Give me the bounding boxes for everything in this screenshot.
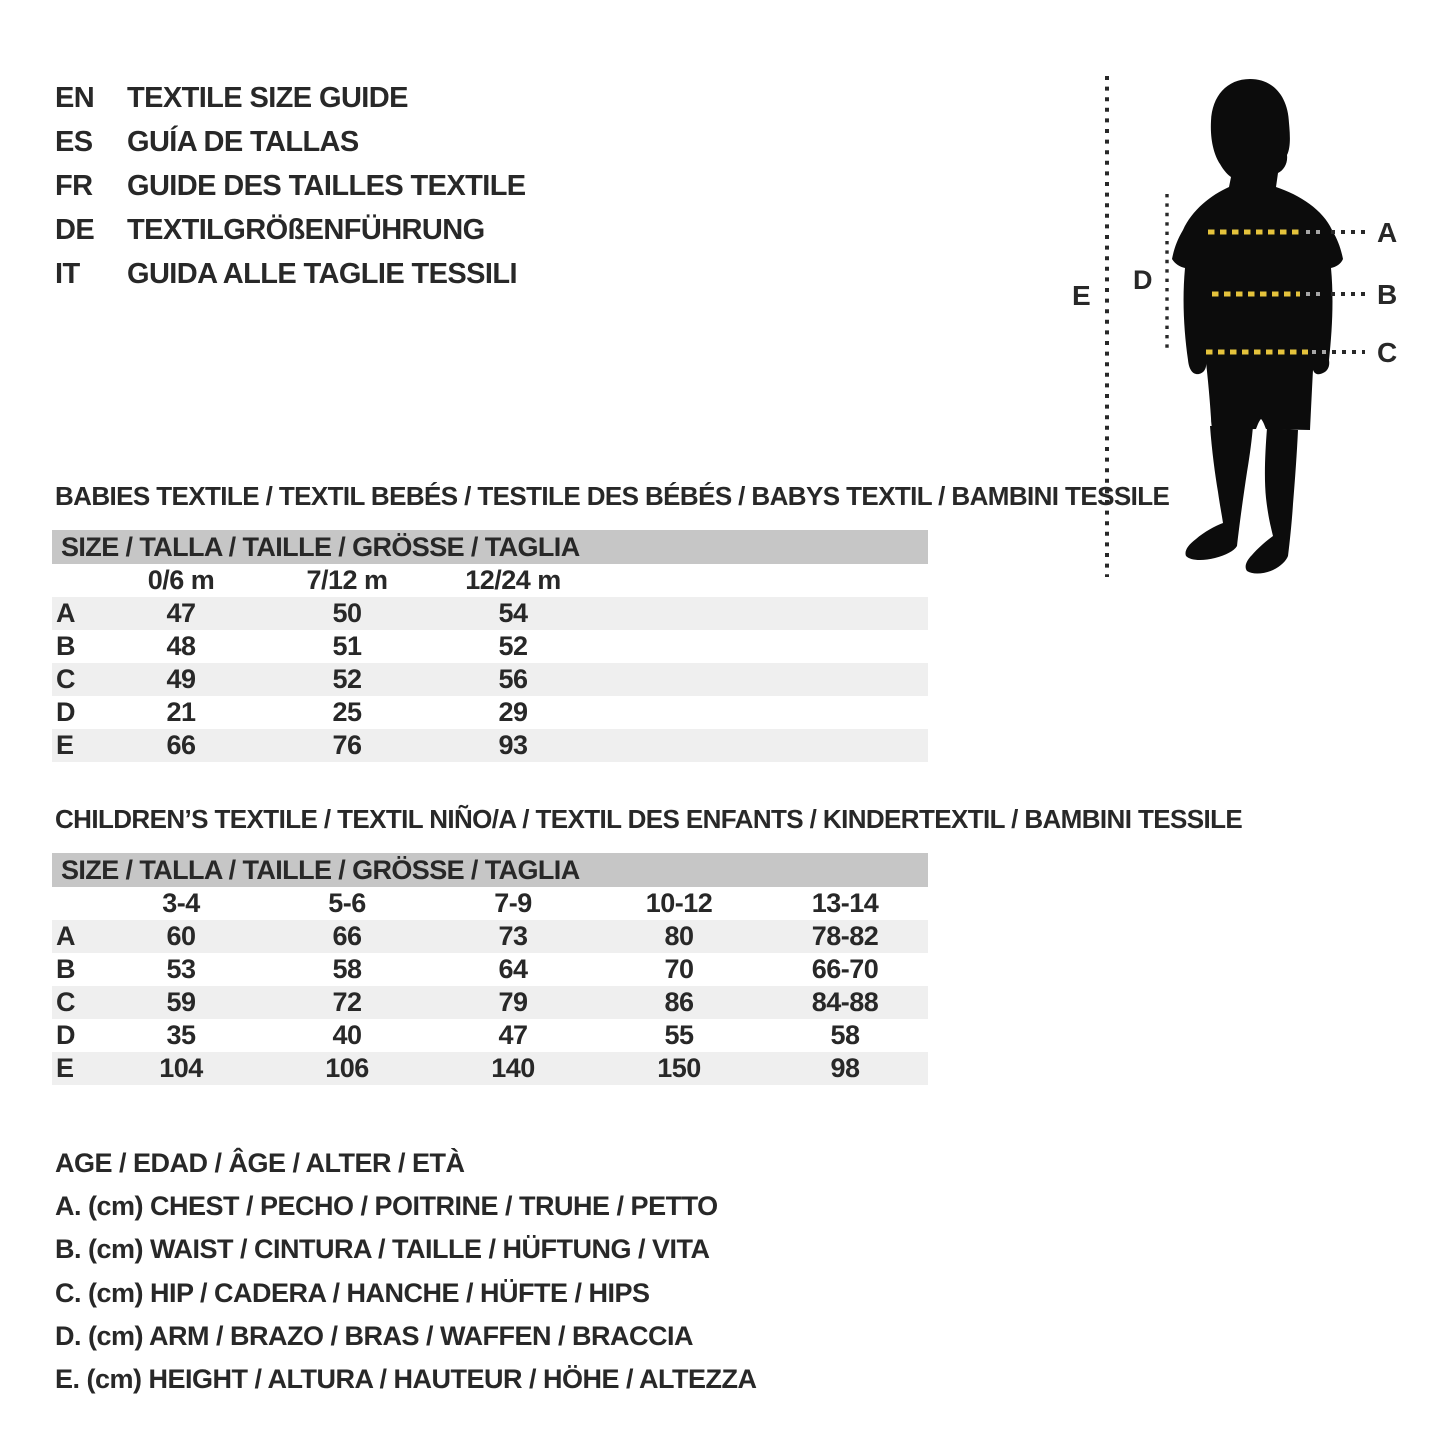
size-value: 66 (332, 921, 362, 951)
legend-arm-line: D. (cm) ARM / BRAZO / BRAS / WAFFEN / BRACCIA (55, 1320, 693, 1351)
size-value: 53 (166, 954, 196, 984)
size-value: 86 (664, 987, 694, 1017)
table-row (52, 986, 928, 1019)
size-value: 66-70 (811, 954, 879, 984)
size-value: 84-88 (811, 987, 879, 1017)
column-header: 7-9 (494, 888, 532, 918)
size-value: 52 (332, 664, 362, 694)
size-value: 47 (166, 598, 196, 628)
measure-label-d: D (1133, 265, 1153, 295)
language-code: EN (55, 82, 95, 114)
language-title: GUÍA DE TALLAS (127, 126, 359, 158)
size-value: 66 (166, 730, 196, 760)
size-value: 106 (325, 1053, 369, 1083)
size-value: 104 (159, 1053, 203, 1083)
row-label: E (56, 1053, 74, 1083)
size-value: 58 (332, 954, 362, 984)
column-header-row (52, 887, 928, 920)
language-title: GUIDE DES TAILLES TEXTILE (127, 170, 526, 202)
row-label: D (56, 697, 75, 727)
table-size-header: SIZE / TALLA / TAILLE / GRÖSSE / TAGLIA (52, 853, 928, 887)
size-value: 56 (498, 664, 528, 694)
table-row (52, 920, 928, 953)
language-list (55, 76, 526, 296)
language-code: IT (55, 258, 80, 290)
size-value: 52 (498, 631, 528, 661)
row-label: B (56, 631, 75, 661)
size-value: 54 (498, 598, 528, 628)
size-value: 79 (498, 987, 528, 1017)
legend-height-line: E. (cm) HEIGHT / ALTURA / HAUTEUR / HÖHE / ALTEZZA (55, 1364, 757, 1395)
table-row (52, 1052, 928, 1085)
row-label: A (56, 598, 75, 628)
size-value: 140 (491, 1053, 535, 1083)
row-label: D (56, 1020, 75, 1050)
table-size-header: SIZE / TALLA / TAILLE / GRÖSSE / TAGLIA (52, 530, 928, 564)
language-title: TEXTILE SIZE GUIDE (127, 82, 408, 114)
size-value: 58 (830, 1020, 860, 1050)
row-label: E (56, 730, 74, 760)
size-value: 78-82 (811, 921, 879, 951)
table-row (52, 696, 928, 729)
babies-section-title: BABIES TEXTILE / TEXTIL BEBÉS / TESTILE DES BÉBÉS / BABYS TEXTIL / BAMBINI TESSILE (55, 481, 1170, 511)
measure-label-b: B (1377, 279, 1398, 310)
measure-label-e: E (1072, 280, 1091, 311)
legend-chest-line: A. (cm) CHEST / PECHO / POITRINE / TRUHE / PETTO (55, 1191, 718, 1222)
language-title: GUIDA ALLE TAGLIE TESSILI (127, 258, 517, 290)
size-value: 25 (332, 697, 362, 727)
size-value: 59 (166, 987, 196, 1017)
legend-waist-line: B. (cm) WAIST / CINTURA / TAILLE / HÜFTUNG / VITA (55, 1234, 710, 1265)
language-code: DE (55, 214, 95, 246)
size-value: 48 (166, 631, 196, 661)
size-value: 51 (332, 631, 362, 661)
row-label: C (56, 664, 75, 694)
column-header: 0/6 m (147, 565, 215, 595)
size-value: 50 (332, 598, 362, 628)
size-value: 49 (166, 664, 196, 694)
size-value: 80 (664, 921, 694, 951)
row-label: A (56, 921, 75, 951)
children-size-table (52, 853, 928, 1085)
measurement-legend (55, 1142, 756, 1401)
size-value: 55 (664, 1020, 694, 1050)
size-value: 47 (498, 1020, 528, 1050)
language-code: ES (55, 126, 93, 158)
column-header: 5-6 (328, 888, 366, 918)
row-label: C (56, 987, 75, 1017)
size-value: 98 (830, 1053, 860, 1083)
language-title: TEXTILGRÖßENFÜHRUNG (127, 214, 485, 246)
column-header: 3-4 (162, 888, 200, 918)
table-row (52, 1019, 928, 1052)
child-silhouette (1172, 79, 1343, 574)
size-value: 93 (498, 730, 528, 760)
language-code: FR (55, 170, 93, 202)
column-header: 7/12 m (306, 565, 388, 595)
size-value: 21 (166, 697, 196, 727)
size-value: 35 (166, 1020, 196, 1050)
row-label: B (56, 954, 75, 984)
table-row (52, 729, 928, 762)
column-header: 13-14 (811, 888, 879, 918)
legend-age-line: AGE / EDAD / ÂGE / ALTER / ETÀ (55, 1148, 465, 1178)
size-value: 60 (166, 921, 196, 951)
size-value: 40 (332, 1020, 362, 1050)
size-value: 70 (664, 954, 694, 984)
size-value: 29 (498, 697, 528, 727)
measure-label-a: A (1377, 217, 1398, 248)
size-value: 76 (332, 730, 362, 760)
table-row (52, 630, 928, 663)
size-value: 72 (332, 987, 362, 1017)
measure-label-c: C (1377, 337, 1398, 368)
table-row (52, 597, 928, 630)
size-value: 64 (498, 954, 528, 984)
children-section-title: CHILDREN’S TEXTILE / TEXTIL NIÑO/A / TEXTIL DES ENFANTS / KINDERTEXTIL / BAMBINI TESSILE (55, 804, 1243, 834)
size-value: 73 (498, 921, 528, 951)
column-header: 10-12 (645, 888, 713, 918)
size-value: 150 (657, 1053, 701, 1083)
column-header-row (52, 564, 928, 597)
legend-hip-line: C. (cm) HIP / CADERA / HANCHE / HÜFTE / HIPS (55, 1277, 650, 1308)
table-row (52, 953, 928, 986)
column-header: 12/24 m (465, 565, 561, 595)
table-row (52, 663, 928, 696)
babies-size-table (52, 530, 928, 762)
